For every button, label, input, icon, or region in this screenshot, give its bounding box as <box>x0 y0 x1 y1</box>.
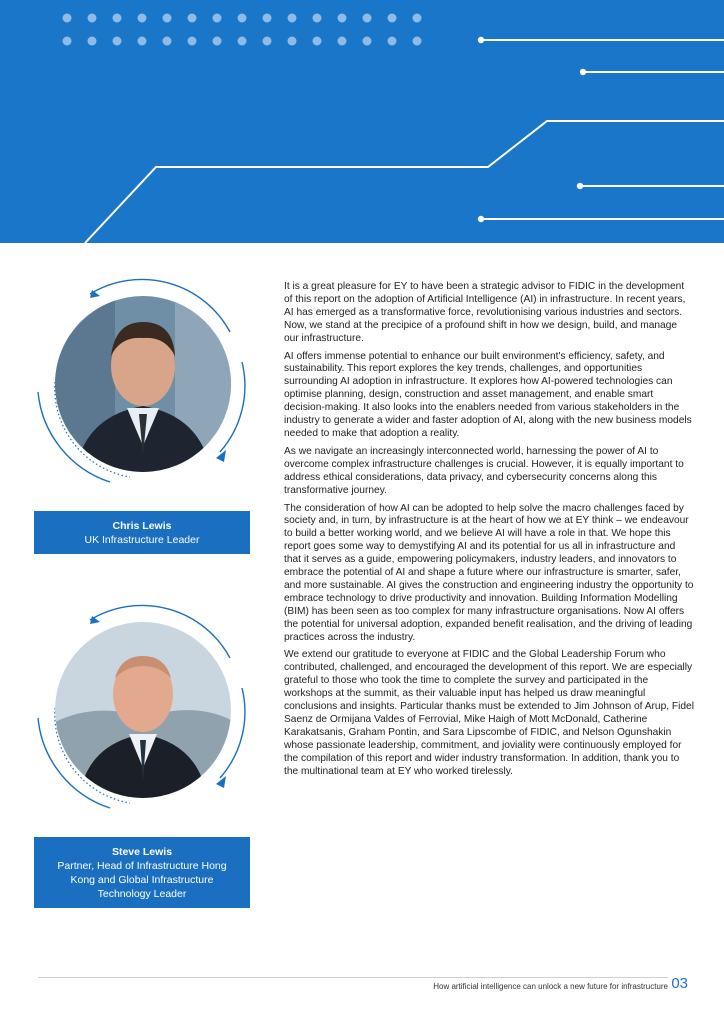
paragraph: It is a great pleasure for EY to have been a strategic advisor to FIDIC in the development of this report on the adoption of Artificial Intelligence (AI) in infrastructure. In recent years, AI has emerged as a transformative force, revolutionising various industries and sectors. Now, we stand at the precipice of a profound shift in how we design, build, and manage our infrastructure. <box>284 281 686 344</box>
person-role: Partner, Head of Infrastructure Hong Kong and Global Infrastructure Technology Leader <box>57 860 227 900</box>
portrait-chris-lewis <box>55 296 231 472</box>
page-number: 03 <box>671 975 688 992</box>
footer-title: How artificial intelligence can unlock a new future for infrastructure <box>433 982 668 991</box>
header-banner <box>0 0 724 243</box>
name-card-chris-lewis <box>34 511 250 554</box>
portrait-steve-lewis <box>55 622 231 798</box>
paragraph: We extend our gratitude to everyone at FIDIC and the Global Leadership Forum who contributed, challenged, and encouraged the development of this report. We are especially grateful to those who took the time to complete the survey and participated in the workshops at the summit, as their valuable input has helped us draw meaningful conclusions and insights. Particular thanks must be extended to Jim Johnson of Arup, Fidel Saenz de Ormijana Valdes of Ferrovial, Mike Haigh of Mott McDonald, Catherine Karakatsanis, Graham Pontin, and Sara Lipscombe of FIDIC, and Nelson Ogunshakin whose passionate leadership, commitment, and joviality were continuously employed for the compilation of this report and wider industry transformation. In addition, thank you to the multinational team at EY who worked tirelessly. <box>284 649 694 777</box>
person-name: Chris Lewis <box>112 520 172 532</box>
person-role: UK Infrastructure Leader <box>84 534 200 546</box>
circuit-lines <box>85 40 724 243</box>
paragraph: AI offers immense potential to enhance our built environment's efficiency, safety, and sustainability. This report explores the key trends, challenges, and opportunities surrounding AI adoption in infrastructure. It explores how AI-powered technologies can optimise planning, design, construction and asset management, and enable smart decision-making. It also looks into the enablers needed from various stakeholders in the industry to generate a wider and faster adoption of AI, along with the new business models needed to make that adoption a reality. <box>284 350 692 439</box>
person-name: Steve Lewis <box>111 846 173 858</box>
paragraph: As we navigate an increasingly interconnected world, harnessing the power of AI to overcome complex infrastructure challenges is crucial. However, it is equally important to address ethical considerations, data privacy, and cybersecurity concerns along this transformative journey. <box>284 445 684 496</box>
dot-grid <box>63 14 422 46</box>
name-card-steve-lewis <box>34 837 250 908</box>
foreword-text <box>284 281 694 784</box>
paragraph: The consideration of how AI can be adopted to help solve the macro challenges faced by society and, in turn, by infrastructure is at the heart of how we at EY think – we endeavour to build a better working world, and we believe AI will have a role in that. We hope this report goes some way to demystifying AI and its potential for us all in infrastructure and that it serves as a guide, empowering policymakers, industry leaders, and innovators to embrace the potential of AI and shape a future where our infrastructure is smarter, safer, and more sustainable. AI gives the construction and engineering industry the opportunity to embrace technology to drive productivity and innovation. Building Information Modelling (BIM) has been seen as too complex for many infrastructure organisations. Now AI offers the potential for universal adoption, expanded benefit realisation, and the driving of leading practices across the industry. <box>284 502 694 643</box>
banner-decoration <box>0 0 724 243</box>
footer-divider <box>38 977 668 978</box>
circuit-nodes <box>478 37 586 222</box>
